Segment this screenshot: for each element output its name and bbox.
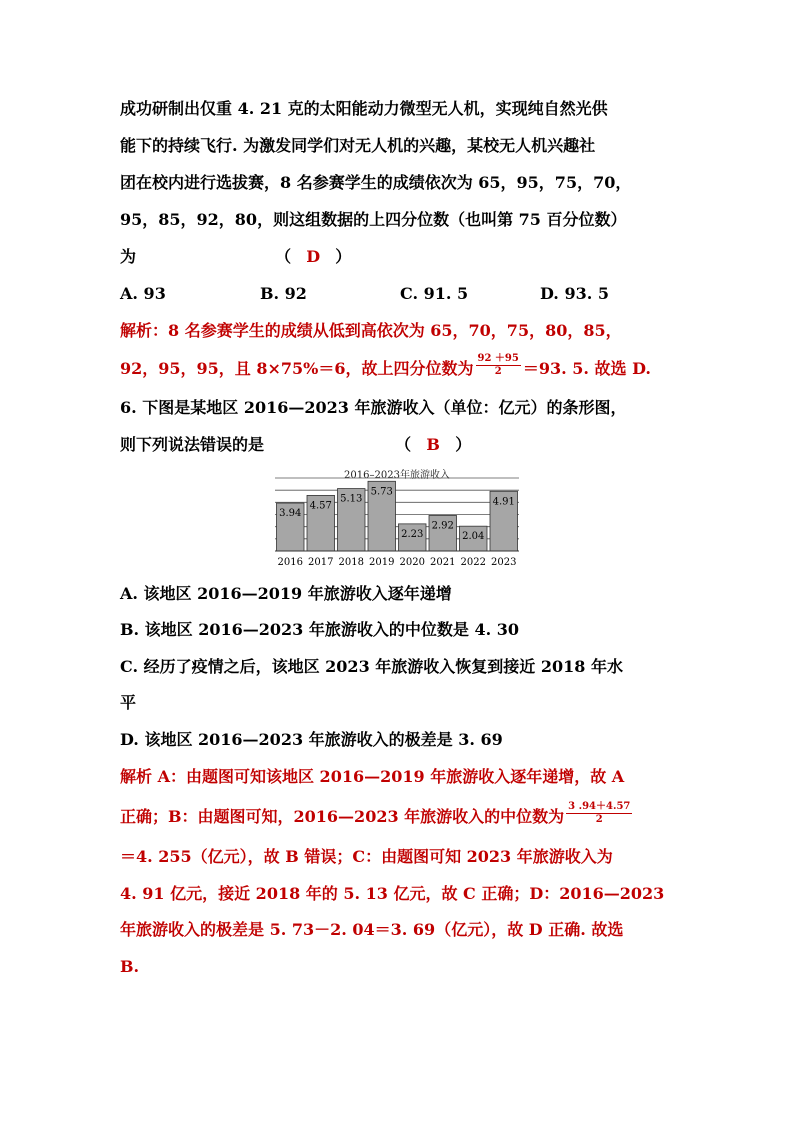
q6-solution-line-6: B.	[120, 957, 140, 976]
q6-answer: B	[426, 435, 440, 454]
q5-option-a: A. 93	[120, 284, 166, 303]
chart-title: 2016–2023年旅游收入	[344, 470, 450, 481]
q6-paren-open: （	[395, 435, 412, 454]
x-tick-label: 2016	[277, 557, 303, 568]
bar-value-label: 2.92	[431, 520, 454, 532]
q5-option-b: B. 92	[260, 284, 307, 303]
bar-value-label: 3.94	[279, 508, 302, 520]
q6-frac-num: 3 .94＋4.57	[568, 801, 631, 812]
q5-stem-line-3: 团在校内进行选拔赛，8 名参赛学生的成绩依次为 65，95，75，70，	[120, 173, 632, 192]
q6-option-b: B. 该地区 2016—2023 年旅游收入的中位数是 4. 30	[120, 620, 519, 639]
q6-option-c: C. 经历了疫情之后，该地区 2023 年旅游收入恢复到接近 2018 年水	[120, 657, 623, 676]
tourism-bar-chart	[272, 466, 522, 570]
q6-option-a: A. 该地区 2016—2019 年旅游收入逐年递增	[120, 584, 452, 603]
q5-stem-line-4: 95，85，92，80，则这组数据的上四分位数（也叫第 75 百分位数）	[120, 210, 627, 229]
q5-solution-pre: 92，95，95，且 8×75%＝6，故上四分位数为	[120, 359, 474, 378]
q6-solution-pre: 正确；B：由题图可知，2016—2023 年旅游收入的中位数为	[120, 807, 565, 826]
q5-answer: D	[306, 247, 321, 266]
q5-fraction	[476, 353, 521, 378]
q6-solution-line-5: 年旅游收入的极差是 5. 73－2. 04＝3. 69（亿元），故 D 正确. 故选	[120, 920, 624, 939]
q6-paren-close: ）	[455, 435, 472, 454]
q6-solution-line-3: ＝4. 255（亿元），故 B 错误；C：由题图可知 2023 年旅游收入为	[120, 847, 613, 866]
q6-solution-line-4: 4. 91 亿元，接近 2018 年的 5. 13 亿元，故 C 正确；D：2016—2023	[120, 884, 665, 903]
x-tick-label: 2020	[399, 557, 425, 568]
q5-paren-open: （	[275, 247, 292, 266]
q6-stem-text: 则下列说法错误的是	[120, 435, 265, 454]
x-tick-label: 2022	[460, 557, 486, 568]
x-tick-label: 2023	[491, 557, 517, 568]
q5-solution-line-1: 解析：8 名参赛学生的成绩从低到高依次为 65，70，75，80，85，	[120, 321, 622, 340]
q5-stem-line-1: 成功研制出仅重 4. 21 克的太阳能动力微型无人机，实现纯自然光供	[120, 99, 608, 118]
q5-option-d: D. 93. 5	[540, 284, 609, 303]
bar-value-label: 5.73	[370, 486, 393, 498]
q5-stem-line-2: 能下的持续飞行. 为激发同学们对无人机的兴趣，某校无人机兴趣社	[120, 136, 596, 155]
bar-value-label: 2.23	[401, 528, 424, 540]
q6-solution-line-1: 解析 A：由题图可知该地区 2016—2019 年旅游收入逐年递增，故 A	[120, 767, 625, 786]
q5-options	[120, 283, 680, 305]
q5-prompt-tail: 为	[120, 247, 137, 266]
q5-solution-line-2	[120, 353, 651, 382]
q6-solution-line-2	[120, 801, 634, 830]
q6-fraction	[566, 801, 632, 826]
bar-value-label: 4.91	[492, 496, 515, 508]
q5-frac-den: 2	[494, 366, 502, 377]
x-tick-label: 2017	[308, 557, 334, 568]
bar-value-label: 4.57	[309, 500, 332, 512]
bar-value-label: 5.13	[340, 493, 363, 505]
x-tick-label: 2019	[369, 557, 395, 568]
bar-value-label: 2.04	[462, 531, 485, 543]
q6-stem-line-2	[120, 434, 471, 456]
q5-stem-line-5	[120, 246, 351, 268]
q6-option-c-continued: 平	[120, 693, 137, 712]
q5-frac-num: 92 ＋95	[477, 353, 519, 364]
q5-option-c: C. 91. 5	[400, 284, 469, 303]
q5-paren-close: ）	[335, 247, 352, 266]
x-tick-label: 2018	[338, 557, 364, 568]
q6-frac-den: 2	[595, 814, 603, 825]
q6-option-d: D. 该地区 2016—2023 年旅游收入的极差是 3. 69	[120, 730, 503, 749]
q6-stem-line-1: 6. 下图是某地区 2016—2023 年旅游收入（单位：亿元）的条形图，	[120, 398, 627, 417]
x-tick-label: 2021	[430, 557, 456, 568]
q5-solution-post: ＝93. 5. 故选 D.	[522, 359, 651, 378]
